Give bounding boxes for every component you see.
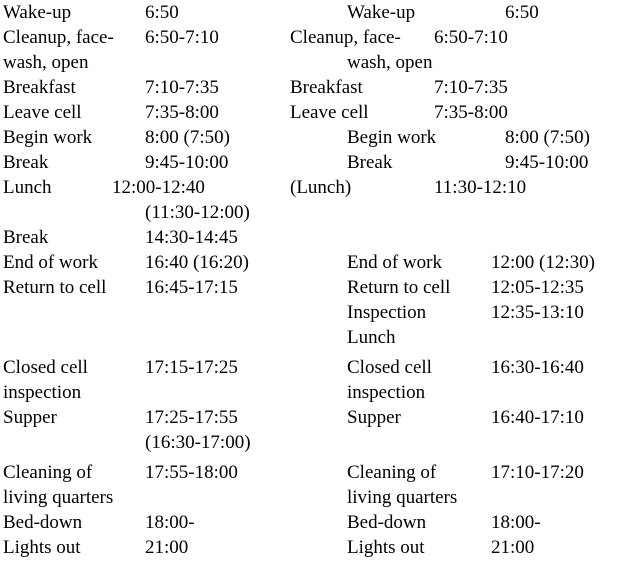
right-lunch-time: 11:30-12:10 <box>434 177 527 198</box>
right-inspection-label-line1: Inspection <box>347 302 427 323</box>
left-lights-out-time: 21:00 <box>145 537 189 558</box>
left-lights-out-label: Lights out <box>3 537 81 558</box>
right-wakeup-time: 6:50 <box>505 2 539 23</box>
right-begin-work-label: Begin work <box>347 127 437 148</box>
right-cleanup-label-line2: wash, open <box>347 52 433 73</box>
left-break-2-time: 14:30-14:45 <box>145 227 238 248</box>
left-wakeup-time: 6:50 <box>145 2 179 23</box>
right-lunch-label: (Lunch) <box>290 177 352 198</box>
left-cleaning-label-line2: living quarters <box>3 487 114 508</box>
right-cleaning-time: 17:10-17:20 <box>491 462 584 483</box>
left-cleanup-label-line1: Cleanup, face- <box>3 27 114 48</box>
left-lunch-label: Lunch <box>3 177 52 198</box>
right-leave-cell-time: 7:35-8:00 <box>434 102 508 123</box>
right-cleaning-label-line1: Cleaning of <box>347 462 437 483</box>
right-end-of-work-time: 12:00 (12:30) <box>491 252 595 273</box>
left-supper-time: 17:25-17:55 <box>145 407 238 428</box>
right-closed-cell-label-line2: inspection <box>347 382 426 403</box>
left-break-time: 9:45-10:00 <box>145 152 229 173</box>
left-lunch-time-alt: (11:30-12:00) <box>145 202 250 223</box>
left-closed-cell-time: 17:15-17:25 <box>145 357 238 378</box>
left-bed-down-time: 18:00- <box>145 512 195 533</box>
right-return-to-cell-time: 12:05-12:35 <box>491 277 584 298</box>
left-breakfast-time: 7:10-7:35 <box>145 77 219 98</box>
left-breakfast-label: Breakfast <box>3 77 76 98</box>
right-supper-label: Supper <box>347 407 401 428</box>
left-cleaning-time: 17:55-18:00 <box>145 462 238 483</box>
right-break-label: Break <box>347 152 393 173</box>
right-bed-down-time: 18:00- <box>491 512 541 533</box>
right-cleaning-label-line2: living quarters <box>347 487 458 508</box>
left-closed-cell-label-line2: inspection <box>3 382 82 403</box>
left-leave-cell-label: Leave cell <box>3 102 82 123</box>
left-lunch-time: 12:00-12:40 <box>112 177 205 198</box>
right-closed-cell-time: 16:30-16:40 <box>491 357 584 378</box>
left-bed-down-label: Bed-down <box>3 512 83 533</box>
right-leave-cell-label: Leave cell <box>290 102 369 123</box>
left-begin-work-time: 8:00 (7:50) <box>145 127 230 148</box>
left-supper-label: Supper <box>3 407 57 428</box>
right-bed-down-label: Bed-down <box>347 512 427 533</box>
left-cleaning-label-line1: Cleaning of <box>3 462 93 483</box>
right-wakeup-label: Wake-up <box>347 2 416 23</box>
left-end-of-work-time: 16:40 (16:20) <box>145 252 249 273</box>
left-return-to-cell-time: 16:45-17:15 <box>145 277 238 298</box>
right-lights-out-label: Lights out <box>347 537 425 558</box>
left-supper-time-alt: (16:30-17:00) <box>145 432 251 453</box>
right-lights-out-time: 21:00 <box>491 537 535 558</box>
left-begin-work-label: Begin work <box>3 127 93 148</box>
left-return-to-cell-label: Return to cell <box>3 277 107 298</box>
right-inspection-time: 12:35-13:10 <box>491 302 584 323</box>
left-cleanup-label-line2: wash, open <box>3 52 89 73</box>
left-closed-cell-label-line1: Closed cell <box>3 357 88 378</box>
right-begin-work-time: 8:00 (7:50) <box>505 127 590 148</box>
right-end-of-work-label: End of work <box>347 252 442 273</box>
right-breakfast-time: 7:10-7:35 <box>434 77 508 98</box>
left-end-of-work-label: End of work <box>3 252 98 273</box>
right-cleanup-time: 6:50-7:10 <box>434 27 508 48</box>
right-inspection-label-line2: Lunch <box>347 327 396 348</box>
right-breakfast-label: Breakfast <box>290 77 363 98</box>
left-break-2-label: Break <box>3 227 49 248</box>
right-supper-time: 16:40-17:10 <box>491 407 584 428</box>
right-cleanup-label-line1: Cleanup, face- <box>290 27 401 48</box>
left-wakeup-label: Wake-up <box>3 2 72 23</box>
left-leave-cell-time: 7:35-8:00 <box>145 102 219 123</box>
right-break-time: 9:45-10:00 <box>505 152 589 173</box>
right-return-to-cell-label: Return to cell <box>347 277 451 298</box>
left-cleanup-time: 6:50-7:10 <box>145 27 219 48</box>
right-closed-cell-label-line1: Closed cell <box>347 357 432 378</box>
left-break-label: Break <box>3 152 49 173</box>
